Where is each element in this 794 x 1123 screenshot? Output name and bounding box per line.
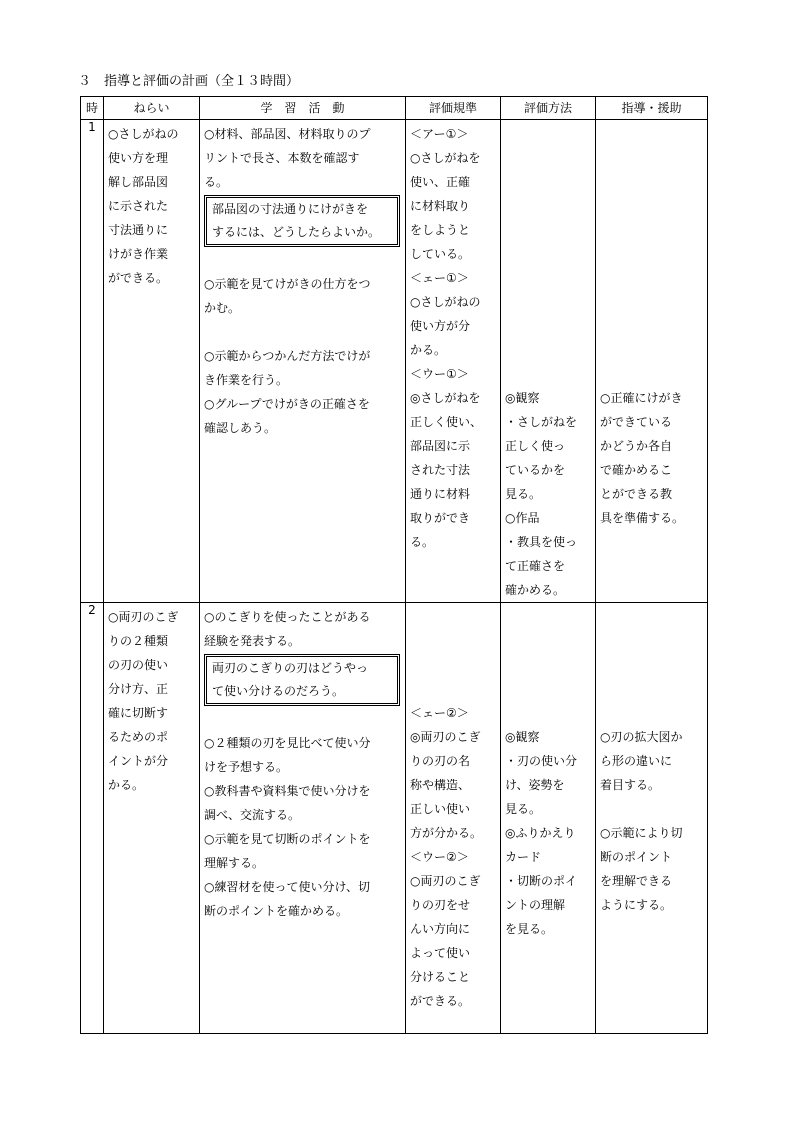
text-line: ＜アー①＞ bbox=[410, 127, 469, 141]
text-line: ようにする。 bbox=[600, 898, 673, 912]
text-line: ・切断のポイ bbox=[505, 874, 578, 888]
hour-number: 1 bbox=[88, 120, 96, 134]
text-line: に材料取り bbox=[410, 199, 471, 213]
text-line: ◎さしがねを bbox=[410, 391, 481, 405]
text-line: ＜ェー①＞ bbox=[410, 271, 469, 285]
text-line: 寸法通りに bbox=[108, 223, 169, 237]
text-line: ○両刃のこぎ bbox=[410, 874, 481, 888]
aim-text bbox=[104, 603, 199, 797]
text-line: 確かめる。 bbox=[505, 583, 566, 597]
text-line: とができる教 bbox=[600, 487, 673, 501]
criteria-cell bbox=[406, 120, 501, 603]
text-line: かる。 bbox=[108, 778, 145, 792]
text-line: ・さしがねを bbox=[505, 415, 578, 429]
support-text bbox=[596, 120, 707, 530]
support-list bbox=[600, 386, 705, 530]
header-criteria: 評価規準 bbox=[406, 97, 501, 120]
text-line: かむ。 bbox=[204, 301, 241, 315]
criteria-text bbox=[406, 120, 500, 554]
text-line: で確かめるこ bbox=[600, 463, 673, 477]
text-line: ○示範からつかんだ方法でけが bbox=[204, 349, 371, 363]
text-line: ○さしがねを bbox=[410, 151, 481, 165]
text-line: された寸法 bbox=[410, 463, 471, 477]
text-line: イントが分 bbox=[108, 754, 169, 768]
text-line: 見る。 bbox=[505, 802, 542, 816]
text-line: 解し部品図 bbox=[108, 175, 169, 189]
activity-steps bbox=[204, 731, 403, 923]
support-cell bbox=[596, 120, 708, 603]
text-line: 確に切断す bbox=[108, 706, 169, 720]
text-line: 取りができ bbox=[410, 511, 471, 525]
activity-intro bbox=[204, 122, 403, 194]
text-line: を理解できる bbox=[600, 874, 673, 888]
text-line: ＜ウー①＞ bbox=[410, 367, 469, 381]
text-line: 方が分かる。 bbox=[410, 826, 483, 840]
support-text bbox=[596, 603, 707, 917]
support-cell bbox=[596, 603, 708, 1034]
text-line: ○グループでけがきの正確さを bbox=[204, 397, 370, 411]
text-line: ◎観察 bbox=[505, 391, 540, 405]
text-line: ○さしがねの bbox=[410, 295, 481, 309]
text-line: て使い分けるのだろう。 bbox=[212, 684, 345, 698]
text-line: ○さしがねの bbox=[108, 127, 179, 141]
plan-table bbox=[80, 96, 708, 1034]
text-line: き作業を行う。 bbox=[204, 373, 289, 387]
text-line: ＜ェー②＞ bbox=[410, 706, 469, 720]
table-row bbox=[81, 603, 708, 1034]
text-line: 経験を発表する。 bbox=[204, 634, 301, 648]
hour-cell bbox=[81, 603, 104, 1034]
text-line: 調べ、交流する。 bbox=[204, 808, 301, 822]
text-line: ○のこぎりを使ったことがある bbox=[204, 610, 371, 624]
text-line: ができている bbox=[600, 415, 673, 429]
text-line: ○教科書や資料集で使い分けを bbox=[204, 784, 371, 798]
text-line: 具を準備する。 bbox=[600, 511, 685, 525]
text-line: 使い方が分 bbox=[410, 319, 471, 333]
key-question-box bbox=[204, 195, 400, 247]
method-cell bbox=[501, 603, 596, 1034]
text-line: ・刃の使い分 bbox=[505, 754, 578, 768]
header-method: 評価方法 bbox=[501, 97, 596, 120]
header-row bbox=[81, 97, 708, 120]
text-line: 正しく使い、 bbox=[410, 415, 483, 429]
activity-text bbox=[200, 603, 405, 923]
criteria-list bbox=[410, 701, 498, 1013]
text-line: よって使い bbox=[410, 946, 471, 960]
header-activity: 学 習 活 動 bbox=[200, 97, 406, 120]
aim-cell bbox=[104, 120, 200, 603]
support-list-a bbox=[600, 725, 705, 797]
aim-text bbox=[104, 120, 199, 290]
text-line: ○材料、部品図、材料取りのプ bbox=[204, 127, 371, 141]
text-line: ○作品 bbox=[505, 511, 540, 525]
text-line: る。 bbox=[410, 535, 435, 549]
activity-intro bbox=[204, 605, 403, 653]
text-line: している。 bbox=[410, 247, 471, 261]
text-line: の刃の使い bbox=[108, 658, 169, 672]
text-line: りの刃の名 bbox=[410, 754, 471, 768]
activity-cell bbox=[200, 603, 406, 1034]
text-line: ○両刃のこぎ bbox=[108, 610, 179, 624]
text-line: ができる。 bbox=[410, 994, 471, 1008]
text-line: ◎ふりかえり bbox=[505, 826, 576, 840]
text-line: ○正確にけがき bbox=[600, 391, 683, 405]
text-line: 正しく使っ bbox=[505, 439, 566, 453]
text-line: ているかを bbox=[505, 463, 566, 477]
criteria-cell bbox=[406, 603, 501, 1034]
text-line: 部品図の寸法通りにけがきを bbox=[212, 202, 369, 216]
text-line: けがき作業 bbox=[108, 247, 169, 261]
text-line: 確認しあう。 bbox=[204, 421, 277, 435]
text-line: ＜ウー②＞ bbox=[410, 850, 469, 864]
header-aim: ねらい bbox=[104, 97, 200, 120]
text-line: を見る。 bbox=[505, 922, 554, 936]
text-line: 両刃のこぎりの刃はどうやっ bbox=[212, 661, 369, 675]
text-line: て正確さを bbox=[505, 559, 566, 573]
text-line: かる。 bbox=[410, 343, 447, 357]
text-line: け、姿勢を bbox=[505, 778, 565, 792]
text-line: ○示範により切 bbox=[600, 826, 683, 840]
text-line: ントの理解 bbox=[505, 898, 566, 912]
text-line: りの２種類 bbox=[108, 634, 169, 648]
text-line: 称や構造、 bbox=[410, 778, 471, 792]
text-line: ◎観察 bbox=[505, 730, 540, 744]
text-line: ができる。 bbox=[108, 271, 169, 285]
method-cell bbox=[501, 120, 596, 603]
text-line: ○刃の拡大図か bbox=[600, 730, 683, 744]
key-question-box bbox=[204, 654, 400, 706]
text-line: するには、どうしたらよいか。 bbox=[212, 225, 381, 239]
hour-cell bbox=[81, 120, 104, 603]
text-line: カード bbox=[505, 850, 542, 864]
text-line: るためのポ bbox=[108, 730, 169, 744]
activity-text bbox=[200, 120, 405, 440]
text-line: ・教具を使っ bbox=[505, 535, 578, 549]
method-text bbox=[501, 120, 595, 602]
text-line: 正しい使い bbox=[410, 802, 471, 816]
text-line: 分け方、正 bbox=[108, 682, 169, 696]
text-line: ○示範を見て切断のポイントを bbox=[204, 832, 371, 846]
section-title: ３ 指導と評価の計画（全１３時間） bbox=[78, 74, 300, 89]
text-line: 理解する。 bbox=[204, 856, 265, 870]
text-line: んい方向に bbox=[410, 922, 471, 936]
text-line: 断のポイントを確かめる。 bbox=[204, 904, 349, 918]
text-line: 見る。 bbox=[505, 487, 542, 501]
text-line: ら形の違いに bbox=[600, 754, 673, 768]
text-line: かどうか各自 bbox=[600, 439, 673, 453]
text-line: 分けること bbox=[410, 970, 471, 984]
text-line: 断のポイント bbox=[600, 850, 673, 864]
text-line: けを予想する。 bbox=[204, 760, 289, 774]
activity-cell bbox=[200, 120, 406, 603]
table-row bbox=[81, 120, 708, 603]
text-line: ○２種類の刃を見比べて使い分 bbox=[204, 736, 371, 750]
text-line: りの刃をせ bbox=[410, 898, 471, 912]
text-line: る。 bbox=[204, 175, 229, 189]
activity-practice bbox=[204, 344, 403, 440]
text-line: ○示範を見てけがきの仕方をつ bbox=[204, 277, 371, 291]
text-line: 着目する。 bbox=[600, 778, 661, 792]
method-list bbox=[505, 725, 593, 941]
method-text bbox=[501, 603, 595, 941]
text-line: 使い、正確 bbox=[410, 175, 471, 189]
text-line: に示された bbox=[108, 199, 169, 213]
header-hour: 時 bbox=[81, 97, 104, 120]
text-line: 使い方を理 bbox=[108, 151, 169, 165]
text-line: をしようと bbox=[410, 223, 471, 237]
header-support: 指導・援助 bbox=[596, 97, 708, 120]
support-list-b bbox=[600, 821, 705, 917]
aim-cell bbox=[104, 603, 200, 1034]
text-line: 通りに材料 bbox=[410, 487, 471, 501]
text-line: ◎両刃のこぎ bbox=[410, 730, 481, 744]
text-line: 部品図に示 bbox=[410, 439, 471, 453]
criteria-text bbox=[406, 603, 500, 1013]
method-list bbox=[505, 386, 593, 602]
activity-demo bbox=[204, 272, 403, 320]
hour-number: 2 bbox=[88, 603, 96, 617]
text-line: リントで長さ、本数を確認す bbox=[204, 151, 360, 165]
text-line: ○練習材を使って使い分け、切 bbox=[204, 880, 370, 894]
